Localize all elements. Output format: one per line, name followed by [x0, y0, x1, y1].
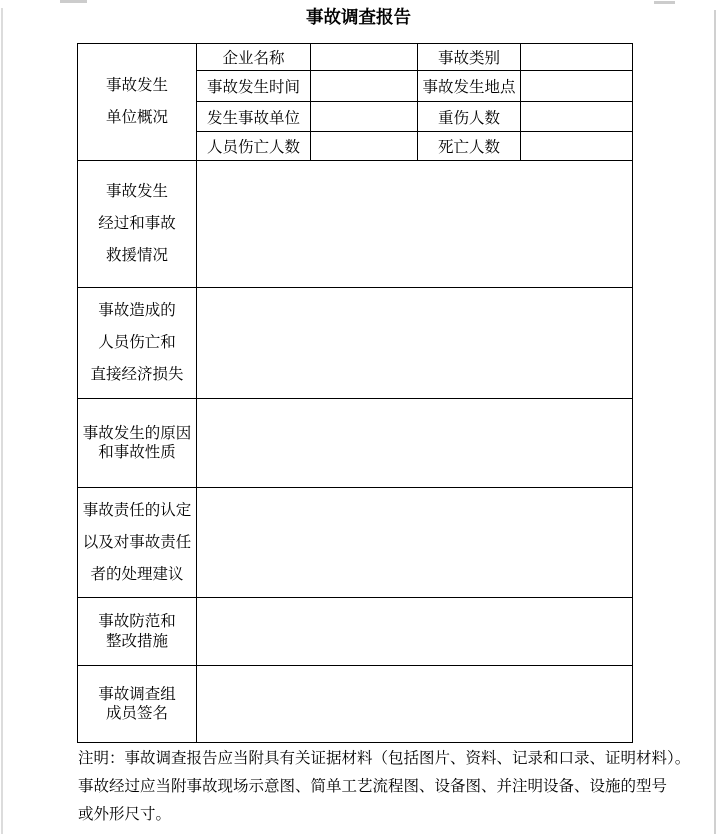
page-title: 事故调查报告	[306, 7, 411, 27]
enterprise-name-label: 企业名称	[197, 44, 311, 71]
casualties-count-label: 人员伤亡人数	[197, 132, 311, 161]
deaths-count-label: 死亡人数	[418, 132, 521, 161]
accident-course-rescue-label-line2: 经过和事故	[98, 215, 176, 232]
cause-nature-value[interactable]	[197, 399, 633, 488]
prevention-measures-label-line1: 事故防范和	[98, 613, 176, 630]
accident-location-value[interactable]	[521, 71, 633, 102]
serious-injuries-label: 重伤人数	[418, 102, 521, 132]
casualties-economic-loss-value[interactable]	[197, 288, 633, 399]
accident-course-rescue-label-line1: 事故发生	[105, 183, 168, 200]
footnote	[78, 745, 714, 829]
investigation-team-signatures-value[interactable]	[197, 666, 633, 743]
accident-location-label: 事故发生地点	[418, 71, 521, 102]
prevention-measures-label	[78, 598, 197, 666]
accident-category-label: 事故类别	[418, 44, 521, 71]
accident-time-label: 事故发生时间	[197, 71, 311, 102]
responsibility-determination-label-line2: 以及对事故责任	[82, 533, 192, 551]
accident-report-table	[77, 43, 633, 743]
deaths-count-value[interactable]	[521, 132, 633, 161]
unit-overview-label-line1: 事故发生	[105, 77, 168, 94]
investigation-team-signatures-label-line1: 事故调查组	[98, 685, 176, 703]
accident-unit-value[interactable]	[311, 102, 418, 132]
page-edge-left	[1, 8, 3, 834]
prevention-measures-value[interactable]	[197, 598, 633, 666]
accident-time-value[interactable]	[311, 71, 418, 102]
accident-unit-label: 发生事故单位	[197, 102, 311, 132]
cause-nature-label-line1: 事故发生的原因	[82, 424, 192, 442]
responsibility-determination-label-line3: 者的处理建议	[90, 565, 184, 583]
responsibility-determination-label	[78, 488, 197, 598]
footnote-line3: 或外形尺寸。	[78, 806, 172, 823]
casualties-count-value[interactable]	[311, 132, 418, 161]
enterprise-name-value[interactable]	[311, 44, 418, 71]
accident-course-rescue-label	[78, 161, 197, 288]
cause-nature-label-line2: 和事故性质	[98, 444, 176, 461]
investigation-team-signatures-label	[78, 666, 197, 743]
page-top-mark-right	[654, 1, 675, 4]
casualties-economic-loss-label-line1: 事故造成的	[98, 302, 176, 319]
casualties-economic-loss-label	[78, 288, 197, 399]
page-top-mark-left	[60, 0, 87, 3]
accident-course-rescue-label-line3: 救援情况	[105, 247, 168, 264]
casualties-economic-loss-label-line2: 人员伤亡和	[98, 334, 176, 351]
responsibility-determination-value[interactable]	[197, 488, 633, 598]
responsibility-determination-label-line1: 事故责任的认定	[82, 501, 192, 519]
investigation-team-signatures-label-line2: 成员签名	[105, 705, 168, 722]
page-edge-right	[714, 10, 717, 834]
prevention-measures-label-line2: 整改措施	[105, 632, 168, 650]
footnote-line2: 事故经过应当附事故现场示意图、简单工艺流程图、设备图、并注明设备、设施的型号	[78, 778, 668, 795]
serious-injuries-value[interactable]	[521, 102, 633, 132]
casualties-economic-loss-label-line3: 直接经济损失	[90, 366, 184, 383]
accident-category-value[interactable]	[521, 44, 633, 71]
footnote-line1: 注明：事故调查报告应当附具有关证据材料（包括图片、资料、记录和口录、证明材料）。	[78, 750, 691, 767]
accident-course-rescue-value[interactable]	[197, 161, 633, 288]
unit-overview-label-line2: 单位概况	[105, 109, 168, 126]
cause-nature-label	[78, 399, 197, 488]
unit-overview-label	[78, 44, 197, 161]
